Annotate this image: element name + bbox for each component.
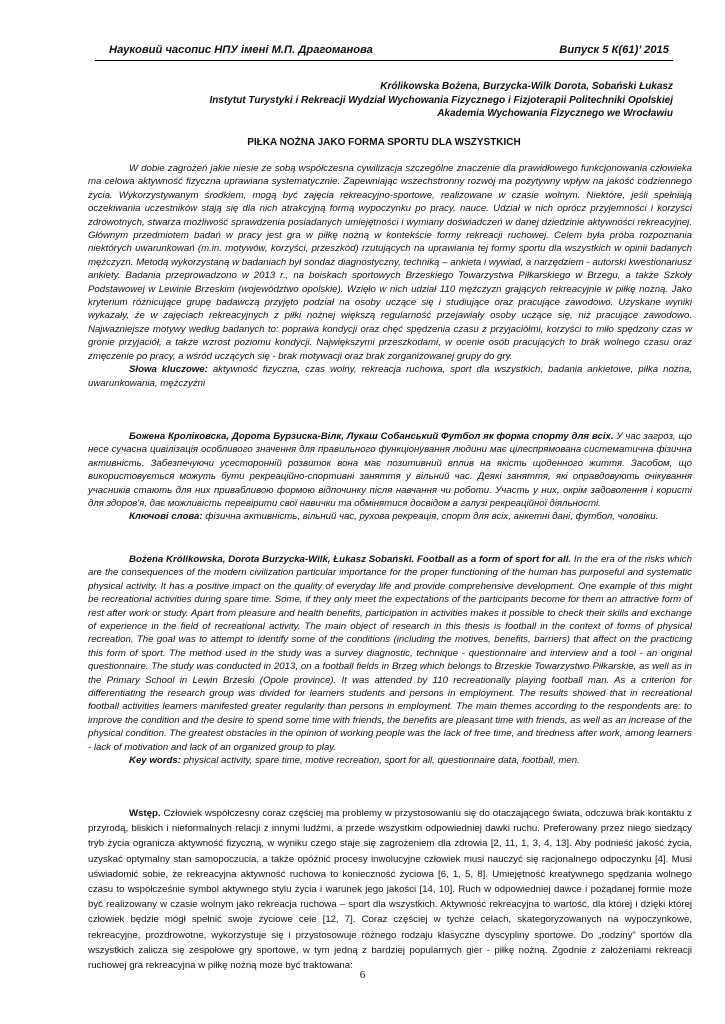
affiliation-1: Instytut Turystyki i Rekreacji Wydział Wychowania Fizycznego i Fizjoterapii Politechniki Opolskiej — [209, 94, 673, 106]
abstract-polish — [88, 162, 692, 390]
page-number: 6 — [359, 969, 366, 981]
author-block — [93, 80, 673, 121]
introduction-text: Człowiek współczesny coraz częściej ma problemy w przystosowaniu się do otaczającego świata, odczuwa brak kontaktu z przyrodą, bliskich i nieformalnych relacji z innymi ludźmi, a przede wszystkim odpowiedniej dawki ruchu. Preferowany przez niego siedzący tryb życia ogranicza aktywność fizyczną, w wyniku czego staje się zagrożeniem dla zdrowia [2, 11, 1, 3, 4, 13]. Aby podnieść jakość życia, uzyskać optymalny stan samopoczucia, a także opóźnić procesy inwolucyjne człowiek musi nauczyć się racjonalnego odpoczynku [4]. Musi uświadomić sobie, że rekreacyjna aktywność ruchowa to konieczność życiowa [6, 1, 5, 8]. Umiejętność kreatywnego spędzania wolnego czasu to współcześnie symbol aktywnego stylu życia i warunek jego jakości [14, 10]. Ruch w odpowiedniej dawce i pożądanej formie może być realizowany w czasie wolnym jako rekreacja ruchowa – sport dla wszystkich. Aktywność rekreacyjna to wartość, dla której i dzięki której człowiek będzie mógł spełnić swoje życiowe cele [12, 7]. Coraz częściej w tychże celach, skategoryzowanych na wypoczynkowe, rekreacyjne, prozdrowotne, wykorzystuje się i przystosowuje różnego rodzaju klasyczne dyscypliny sportowe. Do „rodziny” sportów dla wszystkich zalicza się zespołowe gry sportowe, w tym jedną z bardziej popularnych gier - piłkę nożną. Zgodnie z założeniami rekreacji ruchowej gra rekreacyjna w piłkę nożną może być traktowana: — [88, 808, 692, 972]
abstract-ukrainian-body: У час загроз, що несе сучасна цивілізація особливого значення для правильного функціонування людини має цілеспрямована систематична фізична активність. Забезпечуючи усесторонній розвиток вона має позитивний вплив на якість щоденного життя. Засобом, що використовується можуть бути рекреаційно-спортивні заняття у вільний час. Деякі заняття, які оправдовують очікування учасників стають для них привабливою формою відпочинку після навчання чи роботи. Участь у них, окрім задоволення і користі для здоров'я, дає можливість перевірити свої навички та обмінятися досвідом в галузі рекреаційної діяльності. — [88, 431, 692, 510]
abstract-english-body: In the era of the risks which are the consequences of the modern civilization particular importance for the proper functioning of the human has purposeful and systematic physical activity. It has a positive impact on the quality of everyday life and provide comprehensive development. One example of this might be recreational activities during spare time. Some, if they only meet the expectations of the participants become for them an attractive form of rest after work or study. Apart from pleasure and health benefits, participation in activities makes it possible to check their skills and exchange of experience in the field of recreational activity. The main object of research in this thesis is football in the context of forms of physical recreation. The goal was to attempt to identify some of the conditions (including the motives, benefits, barriers) that affect on the practicing this form of sport. The method used in the study was a survey diagnostic, technique - questionnaire and interview and a tool - an original questionnaire. The study was conducted in 2013, on a football fields in Brzeg which belongs to Brzeskie Towarzystwo Piłkarskie, as well as in the Primary School in Lewin Brzeski (Opole province). It was attended by 110 recreationally playing football man. As a criterion for differentiating the research group was divided for learners students and persons in employment. The results showed that in recreational football activities learners manifested greater regularity than persons in employment. The main themes according to the respondents are: to improve the condition and the desire to spend some time with friends, the benefits are pleasant time with friends, as well as an increase of the physical condition. The greatest obstacles in the opinion of working people was the lack of free time, and tiredness after work, among learners - lack of motivation and lack of an organized group to play. — [88, 554, 692, 753]
affiliation-2: Akademia Wychowania Fizycznego we Wrocławiu — [437, 108, 673, 120]
issue-number: Випуск 5 К(61)’ 2015 — [559, 44, 669, 56]
keywords-ukrainian-label: Ключові слова: — [129, 511, 203, 523]
abstract-english — [88, 553, 692, 768]
abstract-ukrainian-lead: Божена Кроліковска, Дорота Бурзиска-Вілк, Лукаш Собанський Футбол як форма спорту для всіх. — [129, 431, 614, 442]
author-names: Królikowska Bożena, Burzycka-Wilk Dorota, Sobański Łukasz — [380, 81, 673, 92]
journal-name: Науковий часопис НПУ імені М.П. Драгоманова — [109, 44, 373, 56]
keywords-polish-label: Słowa kluczowe: — [129, 364, 208, 376]
abstract-ukrainian-text — [88, 430, 692, 510]
keywords-polish — [88, 363, 692, 390]
introduction-paragraph — [88, 806, 692, 973]
keywords-english — [88, 754, 692, 767]
keywords-ukrainian — [88, 510, 692, 523]
introduction-section — [88, 806, 692, 973]
abstract-english-lead: Bożena Królikowska, Dorota Burzycka-Wilk, Łukasz Sobański. Football as a form of sport for all. — [129, 554, 572, 565]
introduction-heading: Wstęp. — [129, 808, 161, 819]
keywords-english-list: physical activity, spare time, motive recreation, sport for all, questionnaire data, football, men. — [183, 755, 580, 767]
keywords-polish-list: aktywność fizyczna, czas wolny, rekreacja ruchowa, sport dla wszystkich, badania ankietowe, piłka nożna, uwarunkowania, mężczyźni — [88, 364, 692, 389]
keywords-ukrainian-list: фізична активність, вільний час, рухова рекреація, спорт для всіх, анкетні дані, футбол, чоловіки. — [205, 511, 659, 523]
abstract-ukrainian — [88, 430, 692, 524]
running-header — [95, 40, 673, 61]
keywords-english-label: Key words: — [129, 755, 181, 767]
article-title: PIŁKA NOŻNA JAKO FORMA SPORTU DLA WSZYSTKICH — [247, 137, 521, 148]
abstract-polish-text: W dobie zagrożeń jakie niesie ze sobą współczesna cywilizacja szczególne znaczenie dla prawidłowego funkcjonowania człowieka ma celowa aktywność fizyczna uprawiana systematycznie. Zapewniając wszechstronny rozwój ma pozytywny wpływ na jakość codziennego życia. Wykorzystywanym środkiem, mogą być zajęcia rekreacyjno-sportowe, realizowane w czasie wolnym. Niektóre, jeśli spełniają oczekiwania uczestników stają się dla nich atrakcyjną formą wypoczynku po pracy, nauce. Udział w nich oprócz przyjemności i korzyści zdrowotnych, stwarza możliwość sprawdzenia posiadanych umiejętności i wymiany doświadczeń w danej dziedzinie aktywności rekreacyjnej. Głównym przedmiotem badań w pracy jest gra w piłkę nożną w kontekście formy rekreacji ruchowej. Celem była próba rozpoznania niektórych uwarunkowań (m.in. motywów, korzyści, przeszkód) rzutujących na uprawiania tej formy sportu dla wszystkich w opinii badanych mężczyzn. Metodą wykorzystaną w badaniach był sondaż diagnostyczny, techniką – ankieta i wywiad, a narzędziem - autorski kwestionariusz ankiety. Badania przeprowadzono w 2013 r., na boiskach sportowych Brzeskiego Towarzystwa Piłkarskiego w Brzegu, a także Szkoły Podstawowej w Lewinie Brzeskim (województwo opolskie). Wzięło w nich udział 110 mężczyzn grających rekreacyjnie w piłkę nożną. Jako kryterium różnicujące grupę badawczą przyjęto podział na osoby uczące się i studiujące oraz pracujące zawodowo. Uzyskane wyniki wykazały, że w zajęciach rekreacyjnych z piłki nożnej większą regularność przejawiały osoby uczące się, niż pracujące zawodowo. Najważniejsze motywy według badanych to: poprawa kondycji oraz chęć spędzenia czasu z przyjaciółmi, korzyści to miło spędzony czas w gronie przyjaciół, a także wzrost poziomu kondycji. Największymi przeszkodami, w ocenie osób pracujących to brak wolnego czasu oraz zmęczenie po pracy, a wśród uczących się - brak motywacji oraz brak zorganizowanej grupy do gry. — [88, 163, 692, 362]
abstract-english-text — [88, 553, 692, 754]
